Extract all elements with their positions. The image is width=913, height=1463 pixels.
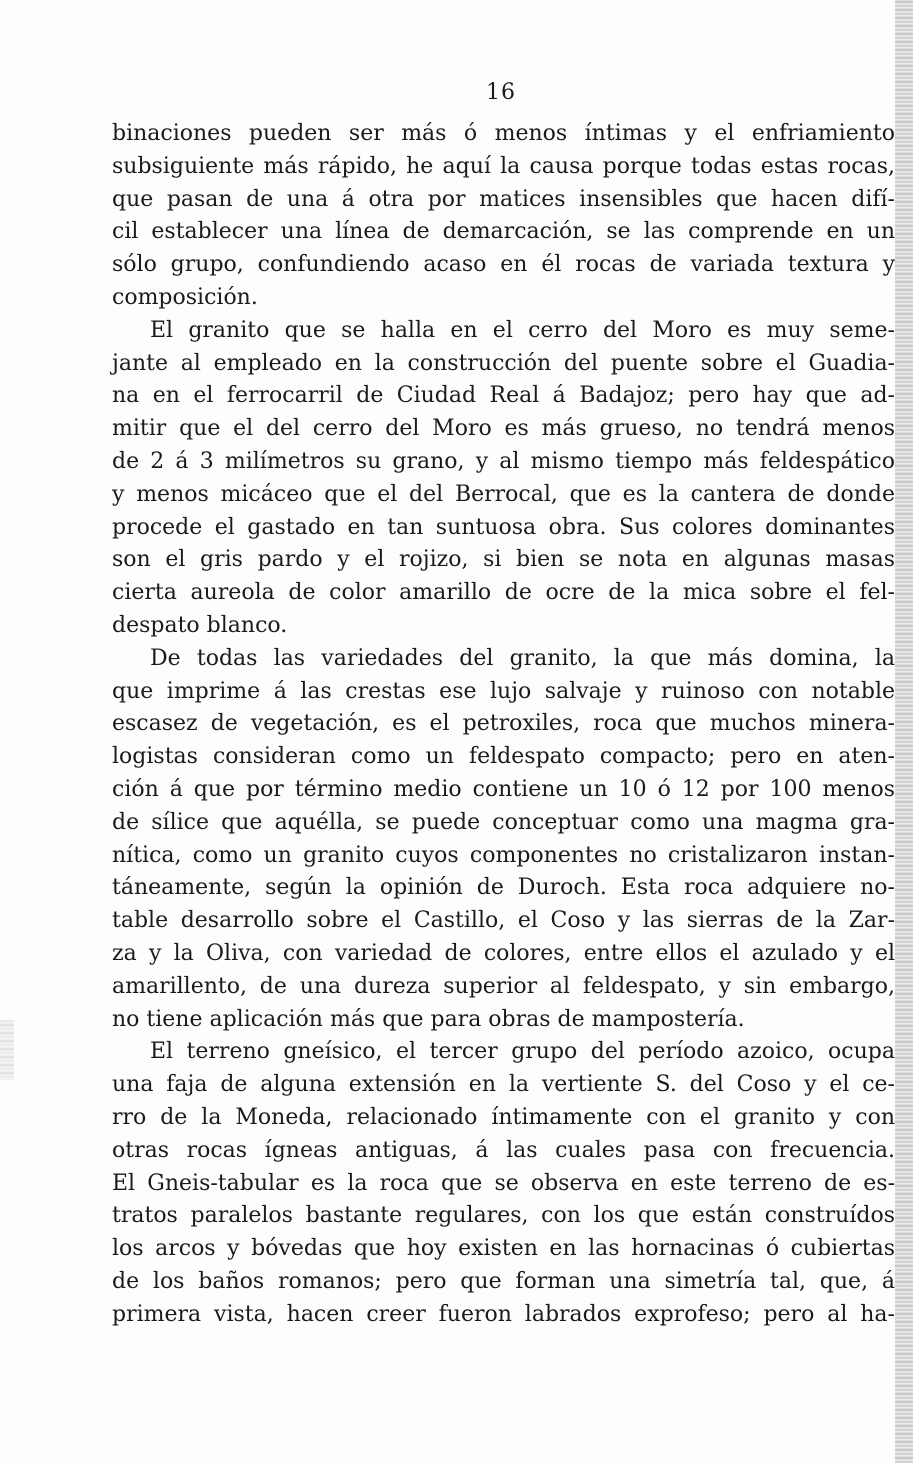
text-line: na en el ferrocarril de Ciudad Real á Badajoz; pero hay que ad- — [112, 383, 895, 409]
text-line: subsiguiente más rápido, he aquí la causa porque todas estas rocas, — [112, 153, 895, 179]
scan-edge-shadow — [895, 0, 913, 1463]
text-line: los arcos y bóvedas que hoy existen en las hornacinas ó cubiertas — [112, 1236, 895, 1262]
text-line: no tiene aplicación más que para obras de mampostería. — [112, 1006, 745, 1032]
text-line: de 2 á 3 milímetros su grano, y al mismo tiempo más feldespático — [112, 448, 895, 474]
text-line: otras rocas ígneas antiguas, á las cuales pasa con frecuencia. — [112, 1137, 895, 1163]
text-line: De todas las variedades del granito, la que más domina, la — [150, 645, 895, 671]
text-line: El granito que se halla en el cerro del Moro es muy seme- — [150, 317, 895, 343]
text-line: mitir que el del cerro del Moro es más grueso, no tendrá menos — [112, 416, 895, 442]
text-line: jante al empleado en la construcción del puente sobre el Guadia- — [112, 350, 895, 376]
text-line: cierta aureola de color amarillo de ocre de la mica sobre el fel- — [112, 580, 895, 606]
body-text — [112, 118, 895, 1331]
text-line: ción á que por término medio contiene un 10 ó 12 por 100 menos — [112, 776, 895, 802]
text-line: amarillento, de una dureza superior al feldespato, y sin embargo, — [112, 973, 895, 999]
text-line: table desarrollo sobre el Castillo, el Coso y las sierras de la Zar- — [112, 908, 895, 934]
text-line: que pasan de una á otra por matices insensibles que hacen difí- — [112, 186, 895, 212]
page-number: 16 — [486, 80, 516, 105]
text-line: nítica, como un granito cuyos componentes no cristalizaron instan- — [112, 842, 895, 868]
scan-speckle — [0, 1020, 14, 1080]
text-line: escasez de vegetación, es el petroxiles, roca que muchos minera- — [112, 711, 895, 737]
text-line: composición. — [112, 284, 258, 310]
text-line: za y la Oliva, con variedad de colores, entre ellos el azulado y el — [112, 940, 895, 966]
text-line: sólo grupo, confundiendo acaso en él rocas de variada textura y — [112, 252, 895, 278]
text-line: primera vista, hacen creer fueron labrados exprofeso; pero al ha- — [112, 1301, 895, 1327]
text-line: una faja de alguna extensión en la vertiente S. del Coso y el ce- — [112, 1072, 895, 1098]
text-line: y menos micáceo que el del Berrocal, que es la cantera de donde — [112, 481, 895, 507]
text-line: táneamente, según la opinión de Duroch. Esta roca adquiere no- — [112, 875, 895, 901]
text-line: de sílice que aquélla, se puede conceptuar como una magma gra- — [112, 809, 895, 835]
text-line: El Gneis-tabular es la roca que se observa en este terreno de es- — [112, 1170, 895, 1196]
text-line: despato blanco. — [112, 612, 288, 638]
text-line: El terreno gneísico, el tercer grupo del período azoico, ocupa — [150, 1039, 895, 1065]
text-line: logistas consideran como un feldespato compacto; pero en aten- — [112, 744, 895, 770]
text-line: binaciones pueden ser más ó menos íntimas y el enfriamiento — [112, 121, 895, 146]
text-line: que imprime á las crestas ese lujo salvaje y ruinoso con notable — [112, 678, 895, 704]
text-line: tratos paralelos bastante regulares, con los que están construídos — [112, 1203, 895, 1229]
text-line: de los baños romanos; pero que forman una simetría tal, que, á — [112, 1268, 895, 1294]
text-line: rro de la Moneda, relacionado íntimamente con el granito y con — [112, 1104, 895, 1130]
text-line: son el gris pardo y el rojizo, si bien se nota en algunas masas — [112, 547, 895, 573]
text-line: procede el gastado en tan suntuosa obra. Sus colores dominantes — [112, 514, 895, 540]
text-line: cil establecer una línea de demarcación, se las comprende en un — [112, 219, 895, 245]
